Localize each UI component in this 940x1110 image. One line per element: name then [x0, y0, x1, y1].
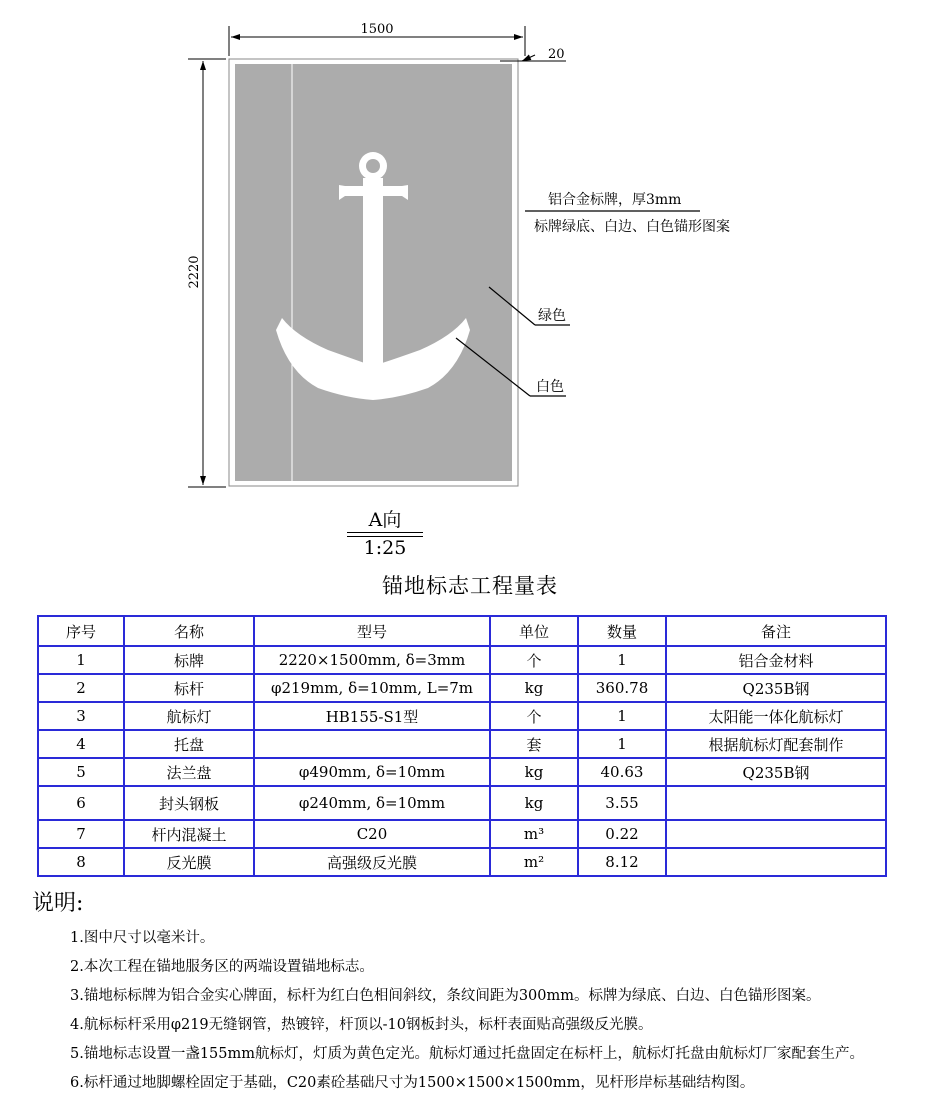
cell-unit: 个 — [490, 702, 578, 730]
header-model: 型号 — [254, 616, 490, 646]
cell-index: 1 — [38, 646, 124, 674]
view-caption — [345, 505, 425, 561]
cell-quantity: 40.63 — [578, 758, 666, 786]
table-row — [38, 820, 886, 848]
note-item: 4.航标标杆采用φ219无缝钢管，热镀锌，杆顶以-10钢板封头，标杆表面贴高强级反光膜。 — [70, 1017, 653, 1033]
color-description-label: 标牌绿底、白边、白色锚形图案 — [534, 219, 730, 235]
table-row — [38, 646, 886, 674]
cell-unit: m² — [490, 848, 578, 876]
green-label: 绿色 — [538, 308, 566, 324]
cell-model: 高强级反光膜 — [254, 848, 490, 876]
cell-remark — [666, 848, 886, 876]
cell-remark: 铝合金材料 — [666, 646, 886, 674]
notes-list — [70, 924, 864, 1098]
header-quantity: 数量 — [578, 616, 666, 646]
cell-index: 3 — [38, 702, 124, 730]
cell-quantity: 360.78 — [578, 674, 666, 702]
cell-quantity: 1 — [578, 646, 666, 674]
cell-quantity: 1 — [578, 730, 666, 758]
cell-model: φ219mm, δ=10mm, L=7m — [254, 674, 490, 702]
width-dimension: 1500 — [360, 22, 394, 37]
cell-name: 标杆 — [124, 674, 254, 702]
border-dimension: 20 — [548, 47, 565, 62]
cell-index: 7 — [38, 820, 124, 848]
table-row — [38, 702, 886, 730]
cell-index: 5 — [38, 758, 124, 786]
note-item: 5.锚地标志设置一盏155mm航标灯，灯质为黄色定光。航标灯通过托盘固定在标杆上，航标灯托盘由航标灯厂家配套生产。 — [70, 1046, 865, 1062]
table-row — [38, 848, 886, 876]
cell-model: HB155-S1型 — [254, 702, 490, 730]
table-row — [38, 758, 886, 786]
note-item: 3.锚地标标牌为铝合金实心牌面，标杆为红白色相间斜纹，条纹间距为300mm。标牌为绿底、白边、白色锚形图案。 — [70, 988, 821, 1004]
cell-quantity: 1 — [578, 702, 666, 730]
table-title: 锚地标志工程量表 — [382, 574, 558, 598]
note-item: 1.图中尺寸以毫米计。 — [70, 930, 215, 946]
cell-index: 8 — [38, 848, 124, 876]
cell-remark: Q235B钢 — [666, 758, 886, 786]
cell-name: 杆内混凝土 — [124, 820, 254, 848]
cell-index: 4 — [38, 730, 124, 758]
cell-remark: 太阳能一体化航标灯 — [666, 702, 886, 730]
view-label: A向 — [368, 509, 402, 531]
cell-model: 2220×1500mm, δ=3mm — [254, 646, 490, 674]
cell-name: 反光膜 — [124, 848, 254, 876]
cell-model — [254, 730, 490, 758]
cell-name: 标牌 — [124, 646, 254, 674]
header-unit: 单位 — [490, 616, 578, 646]
quantity-table — [37, 615, 887, 877]
cell-index: 2 — [38, 674, 124, 702]
header-remark: 备注 — [666, 616, 886, 646]
cell-quantity: 3.55 — [578, 786, 666, 820]
cell-unit: kg — [490, 758, 578, 786]
cell-name: 托盘 — [124, 730, 254, 758]
white-label: 白色 — [536, 379, 564, 395]
cell-name: 法兰盘 — [124, 758, 254, 786]
cell-model: C20 — [254, 820, 490, 848]
cell-unit: m³ — [490, 820, 578, 848]
header-index: 序号 — [38, 616, 124, 646]
cell-remark — [666, 786, 886, 820]
cell-quantity: 0.22 — [578, 820, 666, 848]
cell-remark: Q235B钢 — [666, 674, 886, 702]
cell-model: φ490mm, δ=10mm — [254, 758, 490, 786]
cell-unit: kg — [490, 786, 578, 820]
cell-quantity: 8.12 — [578, 848, 666, 876]
header-name: 名称 — [124, 616, 254, 646]
material-label: 铝合金标牌，厚3mm — [548, 192, 682, 208]
note-item: 6.标杆通过地脚螺栓固定于基础，C20素砼基础尺寸为1500×1500×1500mm，见杆形岸标基础结构图。 — [70, 1075, 755, 1091]
cell-unit: kg — [490, 674, 578, 702]
notes-heading: 说明: — [32, 891, 84, 916]
cell-name: 航标灯 — [124, 702, 254, 730]
cell-unit: 套 — [490, 730, 578, 758]
cell-unit: 个 — [490, 646, 578, 674]
cell-remark — [666, 820, 886, 848]
table-row — [38, 730, 886, 758]
table-row — [38, 786, 886, 820]
cell-model: φ240mm, δ=10mm — [254, 786, 490, 820]
cell-index: 6 — [38, 786, 124, 820]
cell-remark: 根据航标灯配套制作 — [666, 730, 886, 758]
table-row — [38, 674, 886, 702]
table-header-row — [38, 616, 886, 646]
height-dimension: 2220 — [187, 255, 202, 289]
scale-label: 1:25 — [363, 537, 407, 559]
note-item: 2.本次工程在锚地服务区的两端设置锚地标志。 — [70, 959, 374, 975]
cell-name: 封头钢板 — [124, 786, 254, 820]
